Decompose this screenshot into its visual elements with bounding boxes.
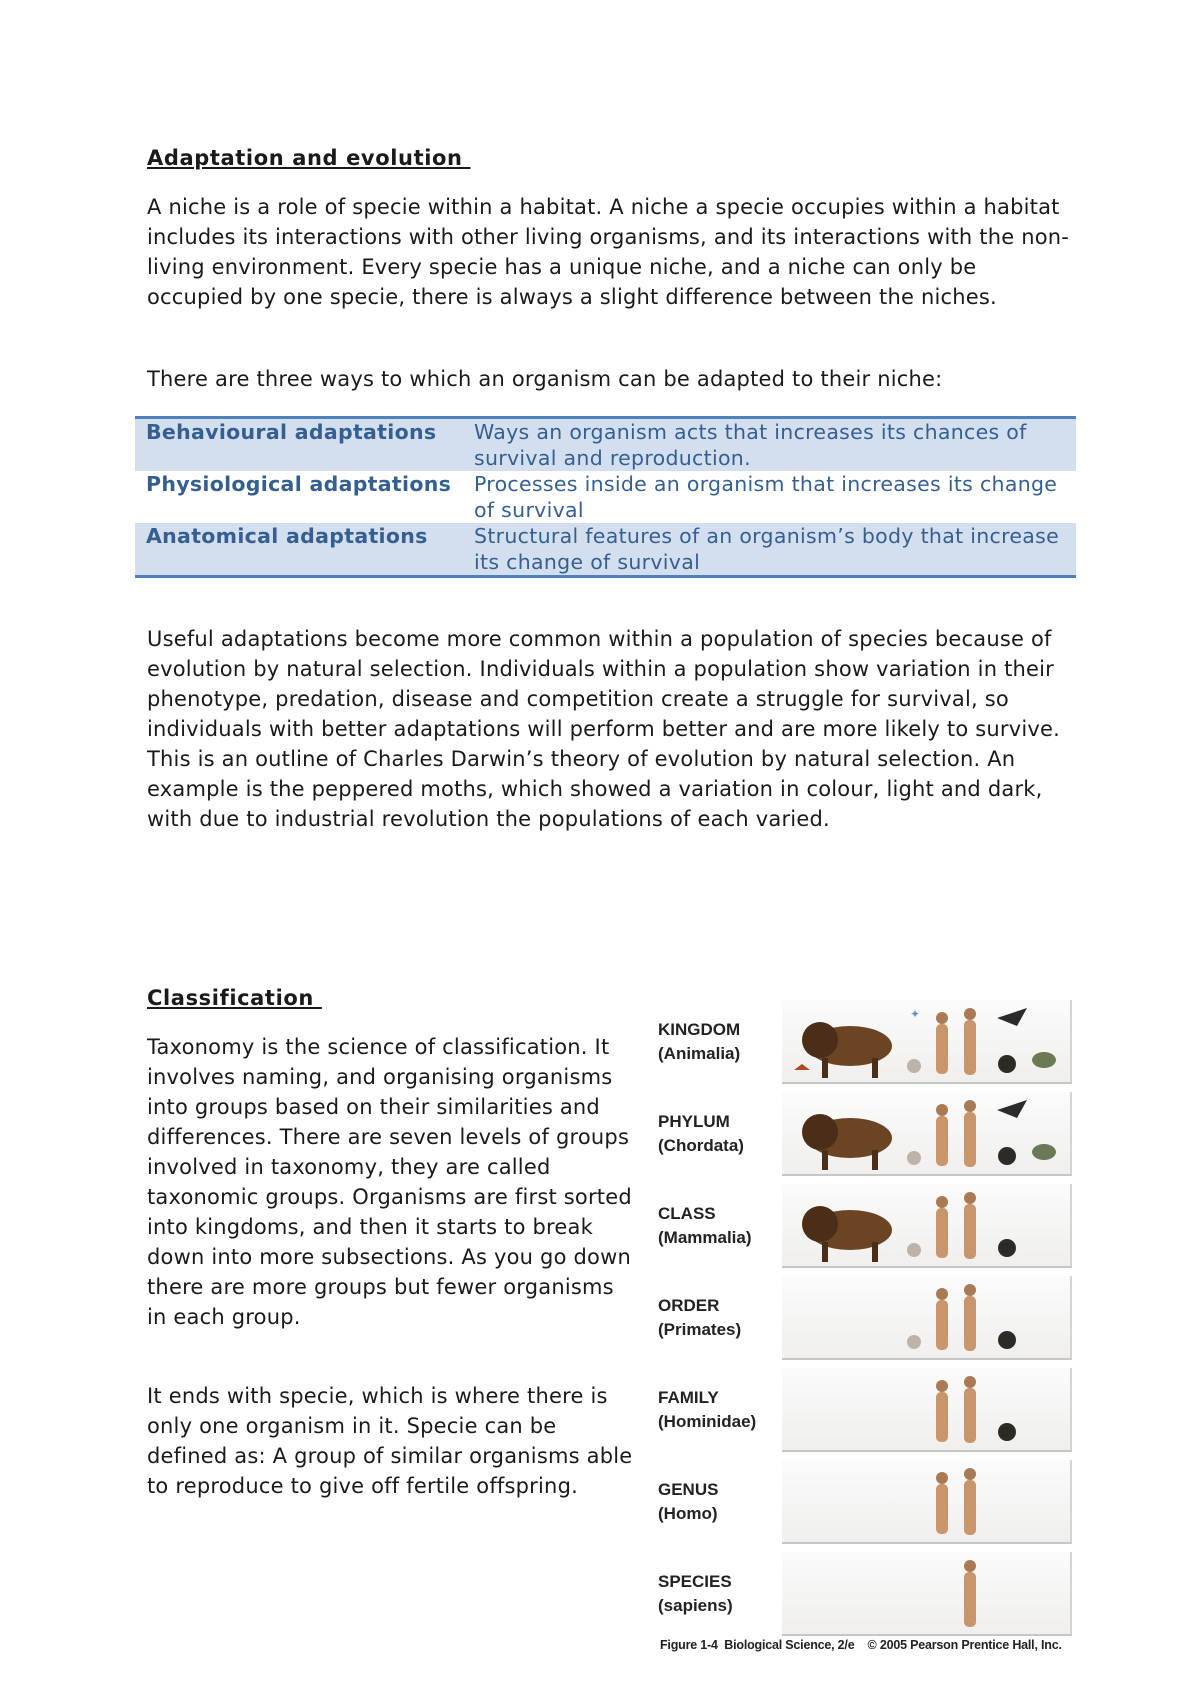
paragraph-natural-selection: Useful adaptations become more common within a population of species because of evolution by natural selection. Individuals within a population show variation in their phenotype, predation, disease and competition create a struggle for survival, so individuals with better adaptations will perform better and are more likely to survive. This is an outline of Charles Darwin’s theory of evolution by natural selection. An example is the peppered moths, which showed a variation in colour, light and dark, with due to industrial revolution the populations of each varied.	[147, 627, 1061, 831]
organisms-illustration	[782, 1000, 1070, 1082]
taxonomy-level-species	[650, 1552, 1080, 1636]
level-name: (Mammalia)	[658, 1228, 752, 1247]
taxonomy-level-kingdom	[650, 1000, 1080, 1084]
organisms-illustration	[782, 1276, 1070, 1358]
section-heading-classification: Classification	[147, 986, 322, 1010]
organisms-panel	[782, 1000, 1072, 1084]
level-label	[658, 1018, 740, 1066]
level-rank: KINGDOM	[658, 1020, 741, 1039]
table-term: Anatomical adaptations	[135, 523, 463, 577]
organisms-illustration	[782, 1460, 1070, 1542]
level-label	[658, 1570, 733, 1618]
taxonomy-level-phylum	[650, 1092, 1080, 1176]
level-label	[658, 1110, 744, 1158]
level-rank: FAMILY	[658, 1388, 719, 1407]
organisms-panel	[782, 1092, 1072, 1176]
level-name: (Homo)	[658, 1504, 718, 1523]
level-label	[658, 1386, 756, 1434]
figure-caption: Figure 1-4 Biological Science, 2/e © 2005 Pearson Prentice Hall, Inc.	[660, 1638, 1062, 1652]
level-rank: GENUS	[658, 1480, 719, 1499]
level-name: (Chordata)	[658, 1136, 744, 1155]
level-name: (Primates)	[658, 1320, 742, 1339]
table-definition: Ways an organism acts that increases its chances of survival and reproduction.	[463, 418, 1076, 472]
table-row	[135, 471, 1076, 523]
level-label	[658, 1294, 741, 1342]
paragraph-niche: A niche is a role of specie within a habitat. A niche a specie occupies within a habitat includes its interactions with other living organisms, and its interactions with the non-living environment. Every specie has a unique niche, and a niche can only be occupied by one specie, there is always a slight difference between the niches.	[147, 195, 1070, 309]
level-rank: SPECIES	[658, 1572, 732, 1591]
table-row	[135, 523, 1076, 577]
adaptations-table	[135, 416, 1076, 578]
level-label	[658, 1478, 718, 1526]
organisms-panel	[782, 1184, 1072, 1268]
organisms-illustration	[782, 1368, 1070, 1450]
paragraph-specie: It ends with specie, which is where there is only one organism in it. Specie can be defined as: A group of similar organisms able to reproduce to give off fertile offspring.	[147, 1384, 633, 1498]
section-heading-adaptation: Adaptation and evolution	[147, 146, 471, 170]
taxonomy-level-order	[650, 1276, 1080, 1360]
organisms-panel	[782, 1460, 1072, 1544]
level-name: (Animalia)	[658, 1044, 741, 1063]
paragraph-taxonomy: Taxonomy is the science of classification. It involves naming, and organising organisms into groups based on their similarities and differences. There are seven levels of groups involved in taxonomy, they are called taxonomic groups. Organisms are first sorted into kingdoms, and then it starts to break down into more subsections. As you go down there are more groups but fewer organisms in each group.	[147, 1035, 632, 1329]
taxonomy-level-genus	[650, 1460, 1080, 1544]
taxonomy-level-class	[650, 1184, 1080, 1268]
paragraph-three-ways: There are three ways to which an organism can be adapted to their niche:	[147, 367, 943, 391]
level-rank: PHYLUM	[658, 1112, 730, 1131]
taxonomy-level-family	[650, 1368, 1080, 1452]
table-term: Behavioural adaptations	[135, 418, 463, 472]
taxonomy-figure	[650, 1000, 1080, 1660]
organisms-panel	[782, 1368, 1072, 1452]
organisms-panel	[782, 1276, 1072, 1360]
organisms-panel	[782, 1552, 1072, 1636]
organisms-illustration	[782, 1184, 1070, 1266]
level-rank: ORDER	[658, 1296, 720, 1315]
organisms-illustration	[782, 1092, 1070, 1174]
level-name: (Hominidae)	[658, 1412, 757, 1431]
svg-text:✦: ✦	[910, 1007, 921, 1021]
table-definition: Processes inside an organism that increases its change of survival	[474, 472, 1058, 522]
level-label	[658, 1202, 752, 1250]
level-name: (sapiens)	[658, 1596, 733, 1615]
table-row	[135, 418, 1076, 472]
level-rank: CLASS	[658, 1204, 716, 1223]
table-term: Physiological adaptations	[146, 472, 452, 496]
organisms-illustration	[782, 1552, 1070, 1634]
table-definition: Structural features of an organism’s body that increase its change of survival	[463, 523, 1076, 577]
